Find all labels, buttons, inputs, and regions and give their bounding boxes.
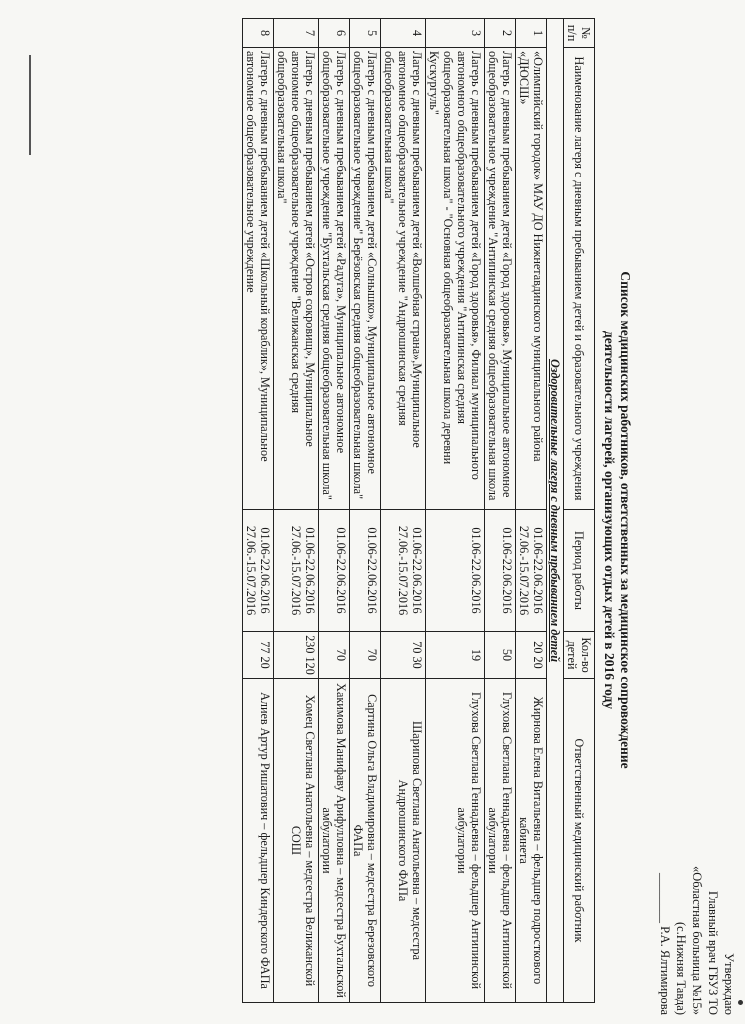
- row-count: 20 20: [516, 632, 547, 679]
- approval-block: [657, 805, 737, 1015]
- row-name: «Олимпийский городок» МАУ ДО Нижнетавдинского муниципального района «ДЮСШ»: [516, 48, 547, 510]
- table-row: [381, 19, 426, 1003]
- row-num: 3: [426, 19, 485, 48]
- section-title: Оздоровительные лагеря с дневным пребыванием детей: [547, 19, 564, 1003]
- row-num: 2: [485, 19, 516, 48]
- header-responsible: Ответственный медицинский работник: [564, 679, 595, 1003]
- staff-table: [242, 18, 595, 1003]
- row-count: 77 20: [243, 632, 274, 679]
- row-period: 01.06-22.06.2016 27.06.-15.07.2016: [243, 510, 274, 632]
- header-name: Наименование лагеря с дневным пребыванием детей и образовательного учреждения: [564, 48, 595, 510]
- row-responsible: Хакимова Манифаву Арифулловна – медсестра Бухтальской амбулатории: [319, 679, 350, 1003]
- row-period: 01.06-22.06.2016: [319, 510, 350, 632]
- section-row: [547, 19, 564, 1003]
- row-period: 01.06-22.06.2016: [350, 510, 381, 632]
- row-count: 70 30: [381, 632, 426, 679]
- row-count: 230 120: [274, 632, 319, 679]
- row-count: 19: [426, 632, 485, 679]
- row-name: Лагерь с дневным пребыванием детей «Остров сокровищ», Муниципальное автономное общеобразовательное учреждение "Велижанская средняя общеобразовательная школа": [274, 48, 319, 510]
- title-line: деятельности лагерей, организующих отдых детей в 2016 году: [602, 330, 617, 710]
- row-num: 7: [274, 19, 319, 48]
- row-name: Лагерь с дневным пребыванием детей «Солнышко», Муниципальное автономное общеобразовательное учреждение" Берёзовская средняя общеобразовательная школа": [350, 48, 381, 510]
- row-period: 01.06-22.06.2016 27.06.-15.07.2016: [516, 510, 547, 632]
- table-row: [426, 19, 485, 1003]
- row-num: 5: [350, 19, 381, 48]
- row-count: 70: [319, 632, 350, 679]
- approval-line: Главный врач ГБУЗ ТО: [706, 890, 720, 1015]
- scan-edge: [29, 55, 31, 155]
- row-num: 6: [319, 19, 350, 48]
- table-row: [243, 19, 274, 1003]
- title-line: Список медицинских работников, ответственных за медицинское сопровождение: [618, 271, 633, 769]
- table-row: [274, 19, 319, 1003]
- approval-line: (с.Нижняя Тавда): [674, 921, 688, 1015]
- row-count: 70: [350, 632, 381, 679]
- row-num: 4: [381, 19, 426, 48]
- table-row: [485, 19, 516, 1003]
- table-row: [516, 19, 547, 1003]
- table-row: [350, 19, 381, 1003]
- approval-signature-line: ________ Р.А. Ялтимирова: [658, 872, 672, 1015]
- row-period: 01.06-22.06.2016: [426, 510, 485, 632]
- row-responsible: Шарипова Светлана Анатольевна – медсестра Андрюшинского ФАПа: [381, 679, 426, 1003]
- row-num: 8: [243, 19, 274, 48]
- header-period: Период работы: [564, 510, 595, 632]
- row-num: 1: [516, 19, 547, 48]
- row-period: 01.06-22.06.2016 27.06.-15.07.2016: [274, 510, 319, 632]
- row-name: Лагерь с дневным пребыванием детей «Город здоровья», Муниципальное автономное общеобразовательное учреждение "Антипинская средняя общеобразовательная школа: [485, 48, 516, 510]
- row-name: Лагерь с дневным пребыванием детей «Школьный кораблик», Муниципальное автономное общеобразовательное учреждение: [243, 48, 274, 510]
- row-responsible: Глухова Светлана Геннадьевна – фельдшер Антипинской амбулатории: [485, 679, 516, 1003]
- row-name: Лагерь с дневным пребыванием детей «Волшебная страна»,Муниципальное автономное общеобразовательное учреждение "Андрюшинская средняя общеобразовательная школа": [381, 48, 426, 510]
- header-num: № п/п: [564, 19, 595, 48]
- row-period: 01.06-22.06.2016: [485, 510, 516, 632]
- header-count: Кол-во детей: [564, 632, 595, 679]
- row-responsible: Жирнова Елена Витальевна – фельдшер подросткового кабинета: [516, 679, 547, 1003]
- approval-line: Утверждаю: [722, 953, 736, 1015]
- row-name: Лагерь с дневным пребыванием детей «Радуга», Муниципальное автономное общеобразовательное учреждение "Бухтальская средняя общеобразовательная школа": [319, 48, 350, 510]
- row-responsible: Хомец Светлана Анатольевна – медсестра Велижанской СОШ: [274, 679, 319, 1003]
- document-title: [601, 170, 633, 870]
- row-responsible: Сартина Ольга Владимировна – медсестра Березовского ФАПа: [350, 679, 381, 1003]
- approval-line: «Областная больница №15»: [690, 865, 704, 1015]
- row-responsible: Алиев Артур Ришатович – фельдшер Киндерского ФАПа: [243, 679, 274, 1003]
- table-header-row: [564, 19, 595, 1003]
- scan-mark: [738, 1000, 743, 1005]
- row-name: Лагерь с дневным пребыванием детей «Город здоровья», Филиал муниципального автономного общеобразовательного учреждения "Антипинская средняя общеобразовательная школа" - "Основная общеобразовательная школа деревни Кускургуль": [426, 48, 485, 510]
- table-row: [319, 19, 350, 1003]
- row-period: 01.06-22.06.2016 27.06.-15.07.2016: [381, 510, 426, 632]
- row-responsible: Глухова Светлана Геннадьевна – фельдшер Антипинской амбулатории: [426, 679, 485, 1003]
- row-count: 50: [485, 632, 516, 679]
